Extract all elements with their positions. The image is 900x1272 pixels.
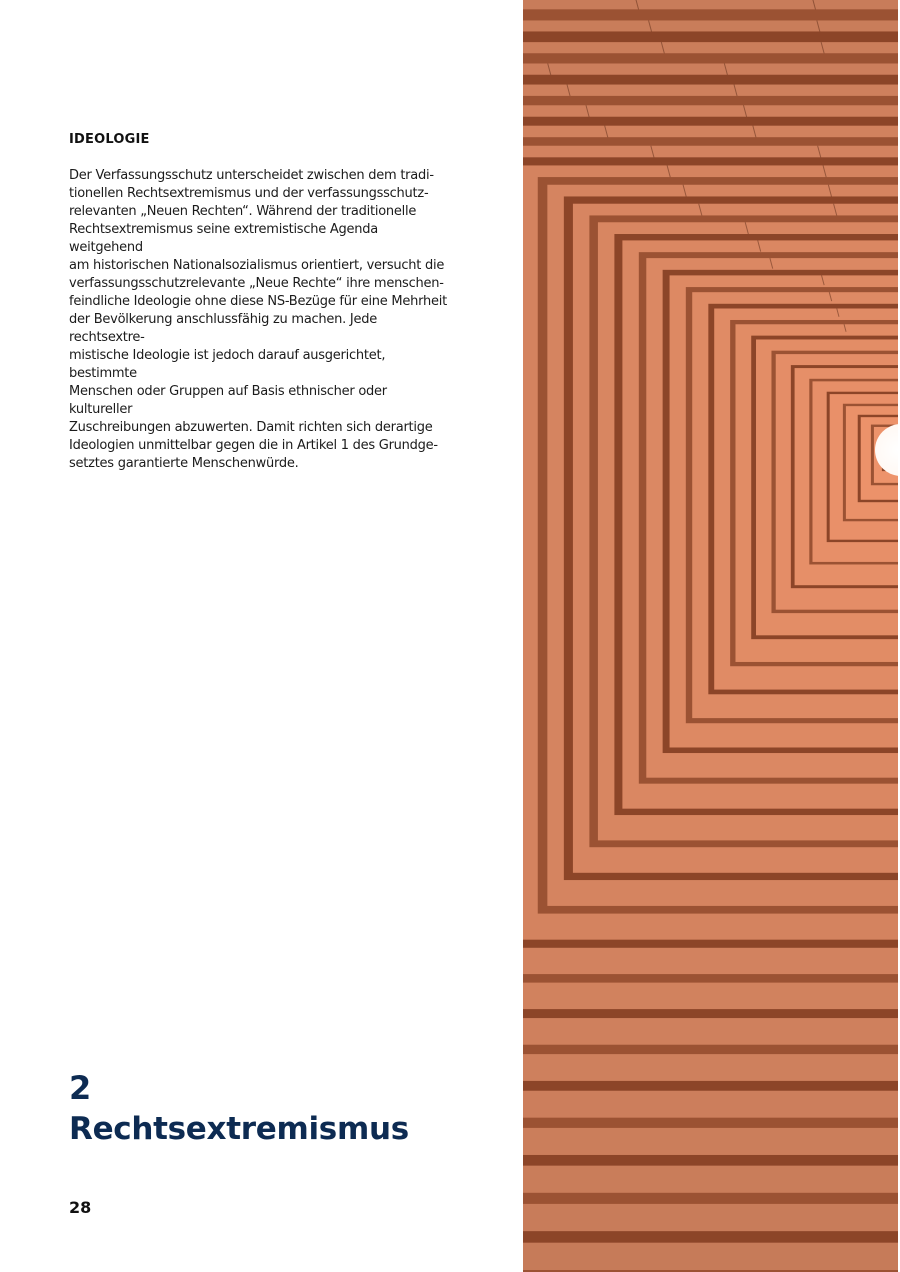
body-paragraph: Der Verfassungsschutz unterscheidet zwischen dem tradi- tionellen Rechtsextremismus und der verfassungsschutz- relevanten „Neuen Rechten“. Während der traditionelle Rechtsextremismus seine extremistische Agenda weitgehend am historischen Nationalsozialismus orientiert, versucht die verfassungsschutzrelevante „Neue Rechte“ ihre menschen- feindliche Ideologie ohne diese NS-Bezüge für eine Mehrheit der Bevölkerung anschlussfähig zu machen. Jede rechtsextre- mistische Ideologie ist jedoch darauf ausgerichtet, bestimmte Menschen oder Gruppen auf Basis ethnischer oder kultureller Zuschreibungen abzuwerten. Damit richten sich derartige Ideologien unmittelbar gegen die in Artikel 1 des Grundge- setztes garantierte Menschenwürde. xyxy=(69,168,447,471)
page-number: 28 xyxy=(69,1198,92,1217)
terracotta-ceiling-image xyxy=(523,0,898,1272)
text-column xyxy=(69,131,449,473)
section-heading: IDEOLOGIE xyxy=(69,132,150,147)
terracotta-ceiling-photo xyxy=(523,0,898,1272)
chapter-title: Rechtsextremismus xyxy=(69,1111,409,1147)
chapter-number: 2 xyxy=(69,1069,92,1107)
chapter-heading xyxy=(69,1068,409,1150)
